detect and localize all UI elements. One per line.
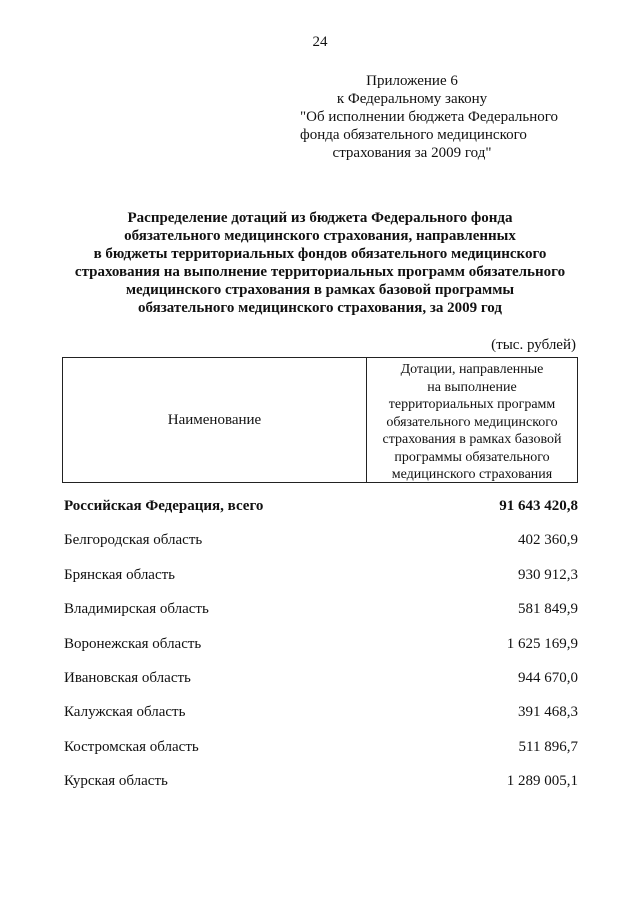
appendix-line: страхования за 2009 год" <box>332 145 492 161</box>
row-value: 1 625 169,9 <box>506 635 578 652</box>
table-body <box>64 498 578 808</box>
header-value-line: Дотации, направленные <box>400 362 544 377</box>
row-name: Брянская область <box>64 566 176 583</box>
table-row-total <box>64 498 578 532</box>
page-number: 24 <box>312 34 328 50</box>
header-value-line: на выполнение <box>427 379 517 395</box>
header-value-column <box>367 358 577 482</box>
table-row <box>64 532 578 566</box>
table-row <box>64 704 578 738</box>
table-row <box>64 601 578 635</box>
header-name-label: Наименование <box>167 411 262 428</box>
header-value-line: программы обязательного <box>394 449 550 465</box>
title-line: Распределение дотаций из бюджета Федерального фонда <box>127 210 513 226</box>
row-name: Курская область <box>64 773 168 790</box>
row-value: 581 849,9 <box>518 601 578 618</box>
table-row <box>64 670 578 704</box>
title-line: медицинского страхования в рамках базовой программы <box>125 282 515 298</box>
row-name: Российская Федерация, всего <box>64 498 264 514</box>
table-row <box>64 773 578 807</box>
table-row <box>64 739 578 773</box>
row-name: Костромская область <box>64 738 199 755</box>
header-name-column <box>63 358 367 482</box>
title-line: в бюджеты территориальных фондов обязательного медицинского <box>93 246 547 262</box>
appendix-line: фонда обязательного медицинского <box>300 127 527 143</box>
row-name: Владимирская область <box>64 601 209 618</box>
row-value: 930 912,3 <box>518 566 578 583</box>
table-header <box>62 357 578 483</box>
header-value-line: страхования в рамках базовой <box>382 432 562 447</box>
row-value: 391 468,3 <box>518 704 578 721</box>
header-value-line: территориальных программ <box>388 397 556 412</box>
header-value-line: медицинского страхования <box>391 467 553 482</box>
appendix-line: к Федеральному закону <box>336 91 488 107</box>
title-line: обязательного медицинского страхования, направленных <box>124 228 516 244</box>
row-value: 511 896,7 <box>518 738 578 755</box>
row-value: 402 360,9 <box>518 532 578 549</box>
row-value: 1 289 005,1 <box>506 773 578 790</box>
row-value: 944 670,0 <box>518 669 578 686</box>
appendix-line: "Об исполнении бюджета Федерального <box>300 109 559 125</box>
appendix-note <box>300 72 559 162</box>
row-name: Воронежская область <box>64 635 202 652</box>
row-name: Ивановская область <box>64 669 191 686</box>
document-title <box>40 209 600 317</box>
table-row <box>64 636 578 670</box>
appendix-line: Приложение 6 <box>366 73 458 89</box>
header-value-line: обязательного медицинского <box>386 414 558 430</box>
row-value: 91 643 420,8 <box>499 498 578 514</box>
table-row <box>64 567 578 601</box>
row-name: Белгородская область <box>64 532 203 549</box>
units-label: (тыс. рублей) <box>491 337 576 353</box>
row-name: Калужская область <box>64 704 186 721</box>
title-line: страхования на выполнение территориальных программ обязательного <box>74 264 566 280</box>
title-line: обязательного медицинского страхования, за 2009 год <box>138 300 502 316</box>
